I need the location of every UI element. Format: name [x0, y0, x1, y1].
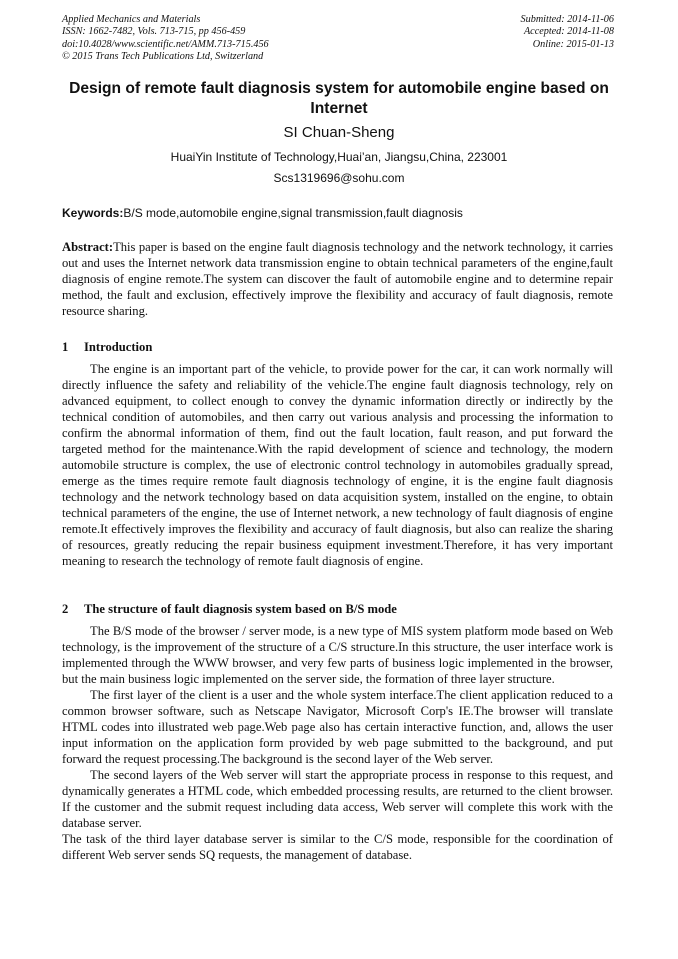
- paragraph: The task of the third layer database server is similar to the C/S mode, responsible for the coordination of different Web server sends SQ requests, the management of database.: [62, 832, 613, 862]
- paragraph: The first layer of the client is a user and the whole system interface.The client application reduced to a common browser software, such as Netscape Navigator, Microsoft Corp's IE.The browser will translate HTML codes into illustrated web page.Web page also has certain interactive function, and, allows the user input information on the application form provided by web page submitted to the background, and put forward the request processing.The background is the second layer of the Web server.: [62, 688, 613, 766]
- dates-info: [521, 14, 614, 51]
- section-title: Introduction: [84, 340, 153, 354]
- section-number: 1: [62, 340, 69, 354]
- section-heading: [62, 340, 152, 355]
- abstract-text: This paper is based on the engine fault diagnosis technology and the network technology, it carries out and uses the Internet network data transmission engine to obtain technical parameters of the engine,fault diagnosis of engine remote.The system can discover the fault of automobile engine and to determine repair method, the fault and exclusion, effectively improve the flexibility and accuracy of fault diagnosis, remote resource sharing.: [62, 240, 613, 318]
- abstract-label: Abstract:: [62, 240, 114, 254]
- abstract: [62, 239, 613, 319]
- copyright-line: © 2015 Trans Tech Publications Ltd, Switzerland: [62, 51, 264, 63]
- issn-line: ISSN: 1662-7482, Vols. 713-715, pp 456-459: [62, 26, 246, 38]
- author: SI Chuan-Sheng: [283, 124, 395, 141]
- section-body: [62, 623, 613, 863]
- paper-title: Design of remote fault diagnosis system for automobile engine based on Internet: [69, 80, 609, 117]
- doi-line: doi:10.4028/www.scientific.net/AMM.713-715.456: [62, 38, 269, 50]
- keywords-text: B/S mode,automobile engine,signal transmission,fault diagnosis: [123, 206, 463, 220]
- keywords: [62, 206, 463, 220]
- section-heading: [62, 602, 397, 617]
- journal-info: [62, 14, 269, 64]
- author-email: Scs1319696@sohu.com: [273, 171, 405, 185]
- paragraph: The engine is an important part of the vehicle, to provide power for the car, it can work normally will directly influence the safety and reliability of the vehicle.The engine fault diagnosis technology, rely on advanced equipment, to collect enough to convey the dynamic information directly or indirectly by the technical condition of automobiles, and then carry out various analysis and processing the information to confirm the abnormal information of them, find out the fault location, fault reason, and put forward the targeted method for the maintenance.With the rapid development of science and technology, the modern automobile structure is complex, the use of electronic control technology in automobiles gradually spread, emerge as the times require remote fault diagnosis technology of engine, it is the engine fault diagnosis technology and the network technology based on data acquisition system, installed on the engine, to obtain technical parameters of the engine, the use of Internet network, a new technology of fault diagnosis of engine remote.It effectively improves the flexibility and accuracy of fault diagnosis, but also can realize the sharing of resources, greatly reducing the repair business equipment investment.Therefore, it has very important meaning to research the technology of remote fault diagnosis of engine.: [62, 362, 613, 568]
- section-title: The structure of fault diagnosis system based on B/S mode: [84, 602, 397, 616]
- section-body: [62, 361, 613, 569]
- affiliation: HuaiYin Institute of Technology,Huai’an, Jiangsu,China, 223001: [170, 150, 508, 164]
- accepted-date: Accepted: 2014-11-08: [523, 26, 614, 38]
- journal-name: Applied Mechanics and Materials: [62, 14, 201, 25]
- keywords-label: Keywords:: [62, 206, 124, 220]
- paragraph: The second layers of the Web server will start the appropriate process in response to this request, and dynamically generates a HTML code, which embedded processing results, are returned to the client browser. If the customer and the submit request including data access, Web server will complete this work with the database server.: [62, 768, 613, 830]
- section-number: 2: [62, 602, 69, 616]
- paragraph: The B/S mode of the browser / server mode, is a new type of MIS system platform mode based on Web technology, is the improvement of the structure of a C/S structure.In this structure, the user interface work is implemented through the WWW browser, and very few parts of business logic implemented in the browser, but the main business logic implemented on the server side, the formation of three layer structure.: [62, 624, 613, 686]
- online-date: Online: 2015-01-13: [532, 38, 614, 50]
- submitted-date: Submitted: 2014-11-06: [520, 14, 614, 25]
